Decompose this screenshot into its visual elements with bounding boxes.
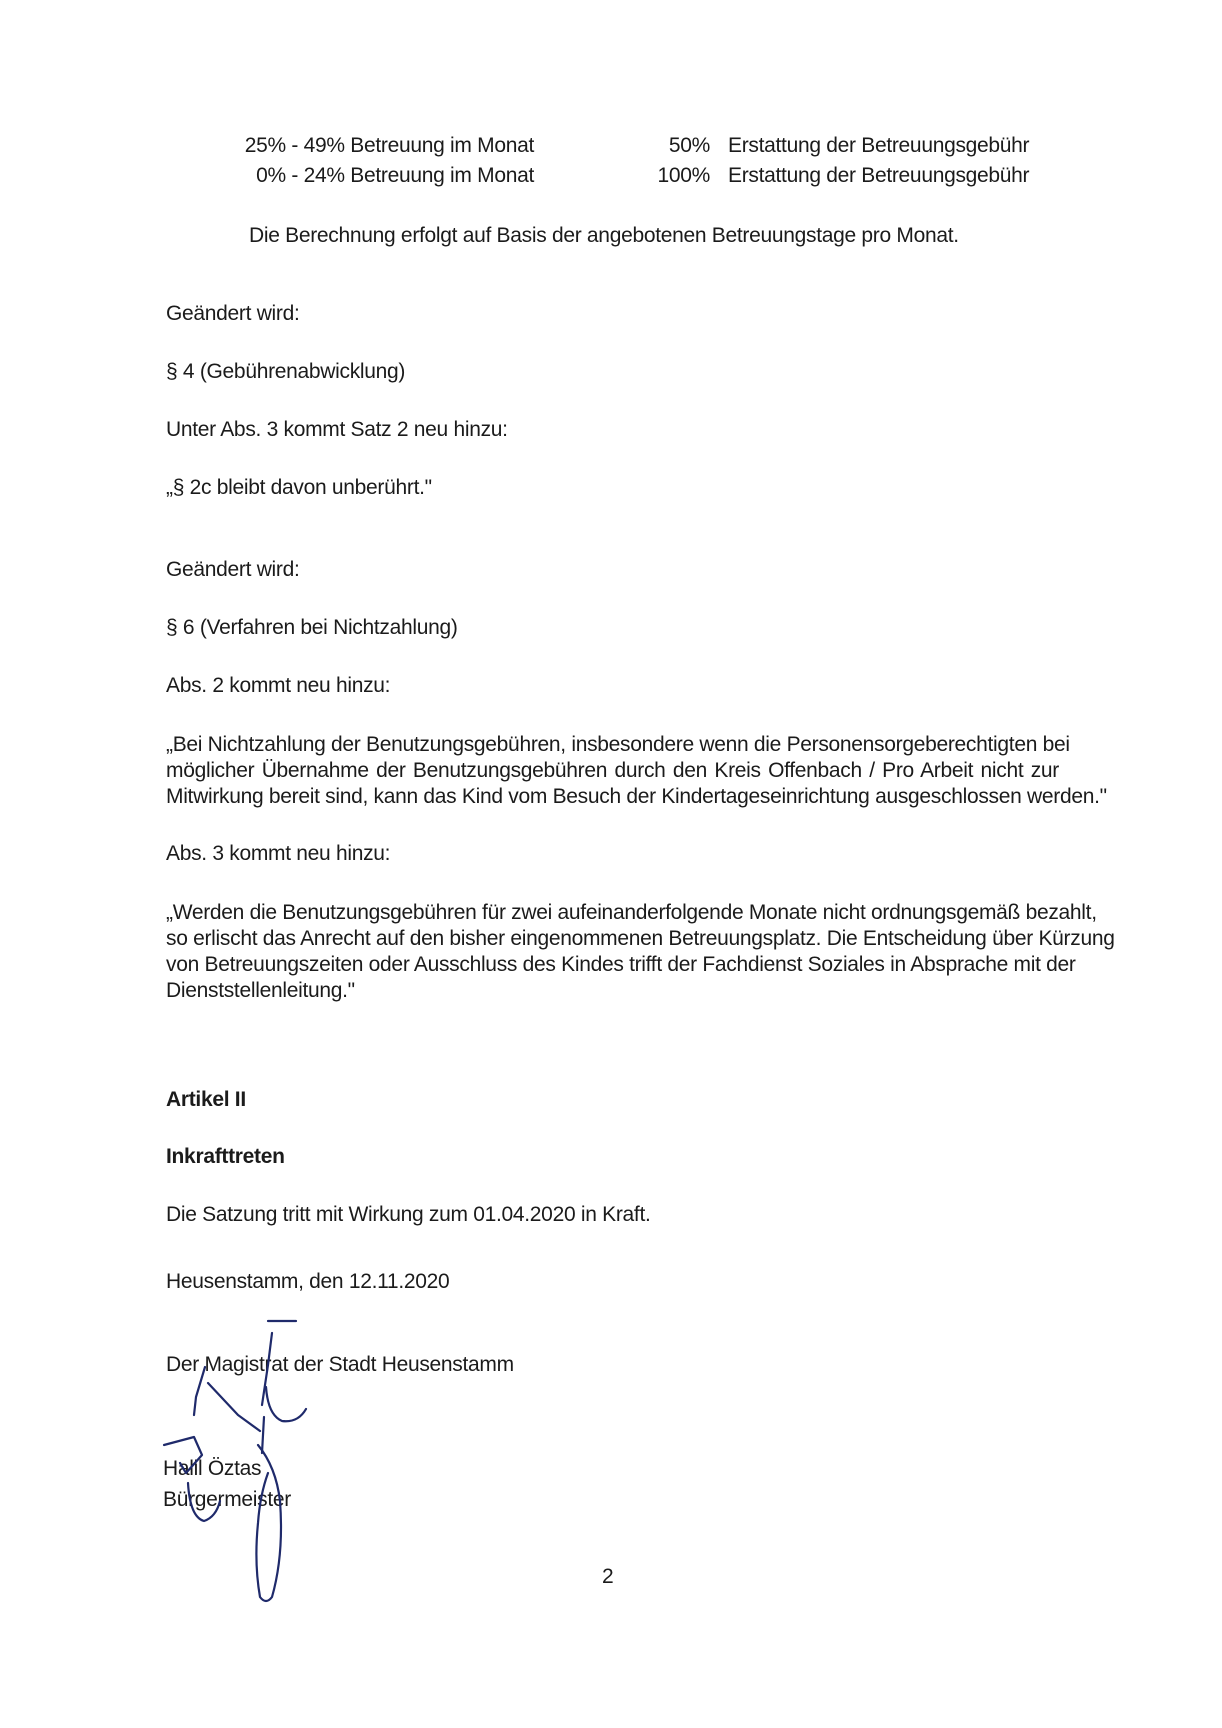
- rate-percent: 50%: [668, 134, 710, 157]
- rate-row: [0, 164, 1222, 192]
- page-number: 2: [602, 1565, 614, 1588]
- section-title: § 4 (Gebührenabwicklung): [166, 360, 406, 383]
- paragraph-line: Dienststellenleitung.": [166, 979, 355, 1002]
- change-heading: Geändert wird:: [166, 302, 300, 325]
- amendment-paragraph-abs2: [166, 732, 1107, 810]
- change-heading: Geändert wird:: [166, 558, 300, 581]
- signatory-office: Der Magistrat der Stadt Heusenstamm: [166, 1353, 514, 1376]
- signatory-name: Halil Öztas: [163, 1457, 262, 1480]
- rate-label: Erstattung der Betreuungsgebühr: [728, 134, 1030, 157]
- place-date: Heusenstamm, den 12.11.2020: [166, 1270, 450, 1293]
- handwritten-signature: [150, 1305, 330, 1605]
- paragraph-line: „Bei Nichtzahlung der Benutzungsgebühren, insbesondere wenn die Personensorgeberechtigten bei: [166, 733, 1070, 756]
- paragraph-line: „Werden die Benutzungsgebühren für zwei aufeinanderfolgende Monate nicht ordnungsgemäß bezahlt,: [166, 901, 1097, 924]
- rate-range: 0% - 24% Betreuung im Monat: [256, 164, 534, 187]
- paragraph-line: möglicher Übernahme der Benutzungsgebühren durch den Kreis Offenbach / Pro Arbeit nicht zur: [166, 759, 1059, 782]
- article-title: Inkrafttreten: [166, 1145, 285, 1168]
- paragraph-line: von Betreuungszeiten oder Ausschluss des Kindes trifft der Fachdienst Soziales in Absprache mit der: [166, 953, 1076, 976]
- signatory-title: Bürgermeister: [163, 1488, 291, 1511]
- rate-percent: 100%: [657, 164, 710, 187]
- amendment-intro: Abs. 3 kommt neu hinzu:: [166, 842, 391, 865]
- calculation-note: Die Berechnung erfolgt auf Basis der angebotenen Betreuungstage pro Monat.: [249, 224, 959, 247]
- amendment-paragraph-abs3: [166, 900, 1115, 1004]
- article-text: Die Satzung tritt mit Wirkung zum 01.04.2020 in Kraft.: [166, 1203, 651, 1226]
- section-title: § 6 (Verfahren bei Nichtzahlung): [166, 616, 458, 639]
- rate-row: [0, 134, 1222, 162]
- paragraph-line: Mitwirkung bereit sind, kann das Kind vom Besuch der Kindertageseinrichtung ausgeschlossen werden.": [166, 785, 1107, 808]
- rate-label: Erstattung der Betreuungsgebühr: [728, 164, 1030, 187]
- article-number: Artikel II: [166, 1088, 246, 1111]
- rate-range: 25% - 49% Betreuung im Monat: [244, 134, 534, 157]
- amendment-quote: „§ 2c bleibt davon unberührt.": [166, 476, 432, 499]
- amendment-intro: Abs. 2 kommt neu hinzu:: [166, 674, 391, 697]
- amendment-intro: Unter Abs. 3 kommt Satz 2 neu hinzu:: [166, 418, 508, 441]
- paragraph-line: so erlischt das Anrecht auf den bisher eingenommenen Betreuungsplatz. Die Entscheidung über Kürzung: [166, 927, 1115, 950]
